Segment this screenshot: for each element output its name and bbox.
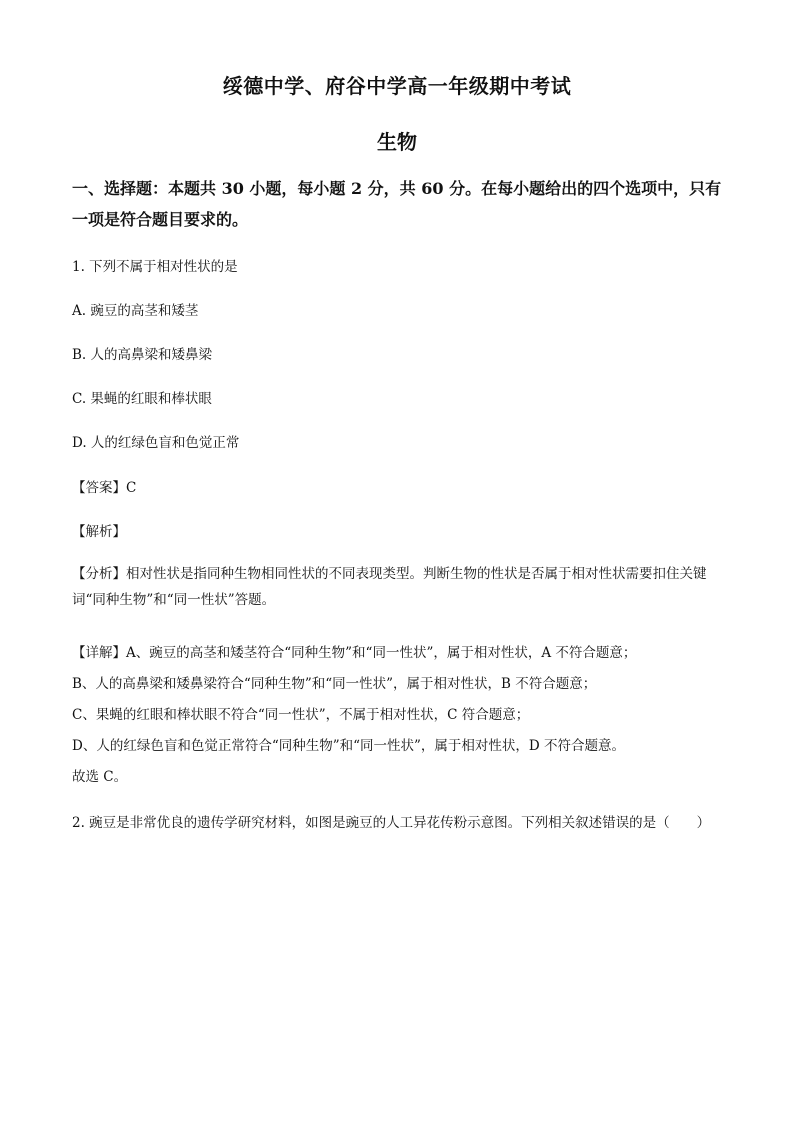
q1-conclusion: 故选 C。: [72, 769, 128, 785]
q1-option-c: C. 果蝇的红眼和棒状眼: [72, 391, 212, 407]
q1-fenxi: [72, 561, 724, 613]
q1-analysis-label: 【解析】: [72, 524, 126, 540]
exam-subject: 生物: [377, 130, 417, 154]
q1-detail-line-b: B、人的高鼻梁和矮鼻梁符合“同种生物”和“同一性状”，属于相对性状，B 不符合题意；: [72, 676, 597, 692]
question-1-stem: 1. 下列不属于相对性状的是: [72, 259, 238, 275]
answer-value: C: [126, 480, 137, 496]
q1-detail-line-d: D、人的红绿色盲和色觉正常符合“同种生物”和“同一性状”，属于相对性状，D 不符合题意。: [72, 738, 626, 754]
fenxi-label: 【分析】: [72, 566, 126, 582]
q1-detail-line-c: C、果蝇的红眼和棒状眼不符合“同一性状”，不属于相对性状，C 符合题意；: [72, 707, 530, 723]
q1-detail-line-a: [72, 641, 732, 661]
detail-text-a: A、豌豆的高茎和矮茎符合“同种生物”和“同一性状”，属于相对性状，A 不符合题意；: [126, 645, 637, 661]
exam-title: 绥德中学、府谷中学高一年级期中考试: [222, 74, 572, 98]
section-heading: 一、选择题：本题共 30 小题，每小题 2 分，共 60 分。在每小题给出的四个选项中，只有一项是符合题目要求的。: [72, 179, 722, 229]
fenxi-text: 相对性状是指同种生物相同性状的不同表现类型。判断生物的性状是否属于相对性状需要扣住关键词“同种生物”和“同一性状”答题。: [72, 566, 707, 608]
detail-label: 【详解】: [72, 645, 126, 661]
question-2-stem: 2. 豌豆是非常优良的遗传学研究材料，如图是豌豆的人工异花传粉示意图。下列相关叙述错误的是（ ）: [72, 815, 711, 831]
q1-option-d: D. 人的红绿色盲和色觉正常: [72, 435, 240, 451]
q1-option-b: B. 人的高鼻梁和矮鼻梁: [72, 347, 213, 363]
answer-label: 【答案】: [72, 480, 126, 496]
q1-option-a: A. 豌豆的高茎和矮茎: [72, 303, 199, 319]
q1-answer: [72, 476, 732, 496]
